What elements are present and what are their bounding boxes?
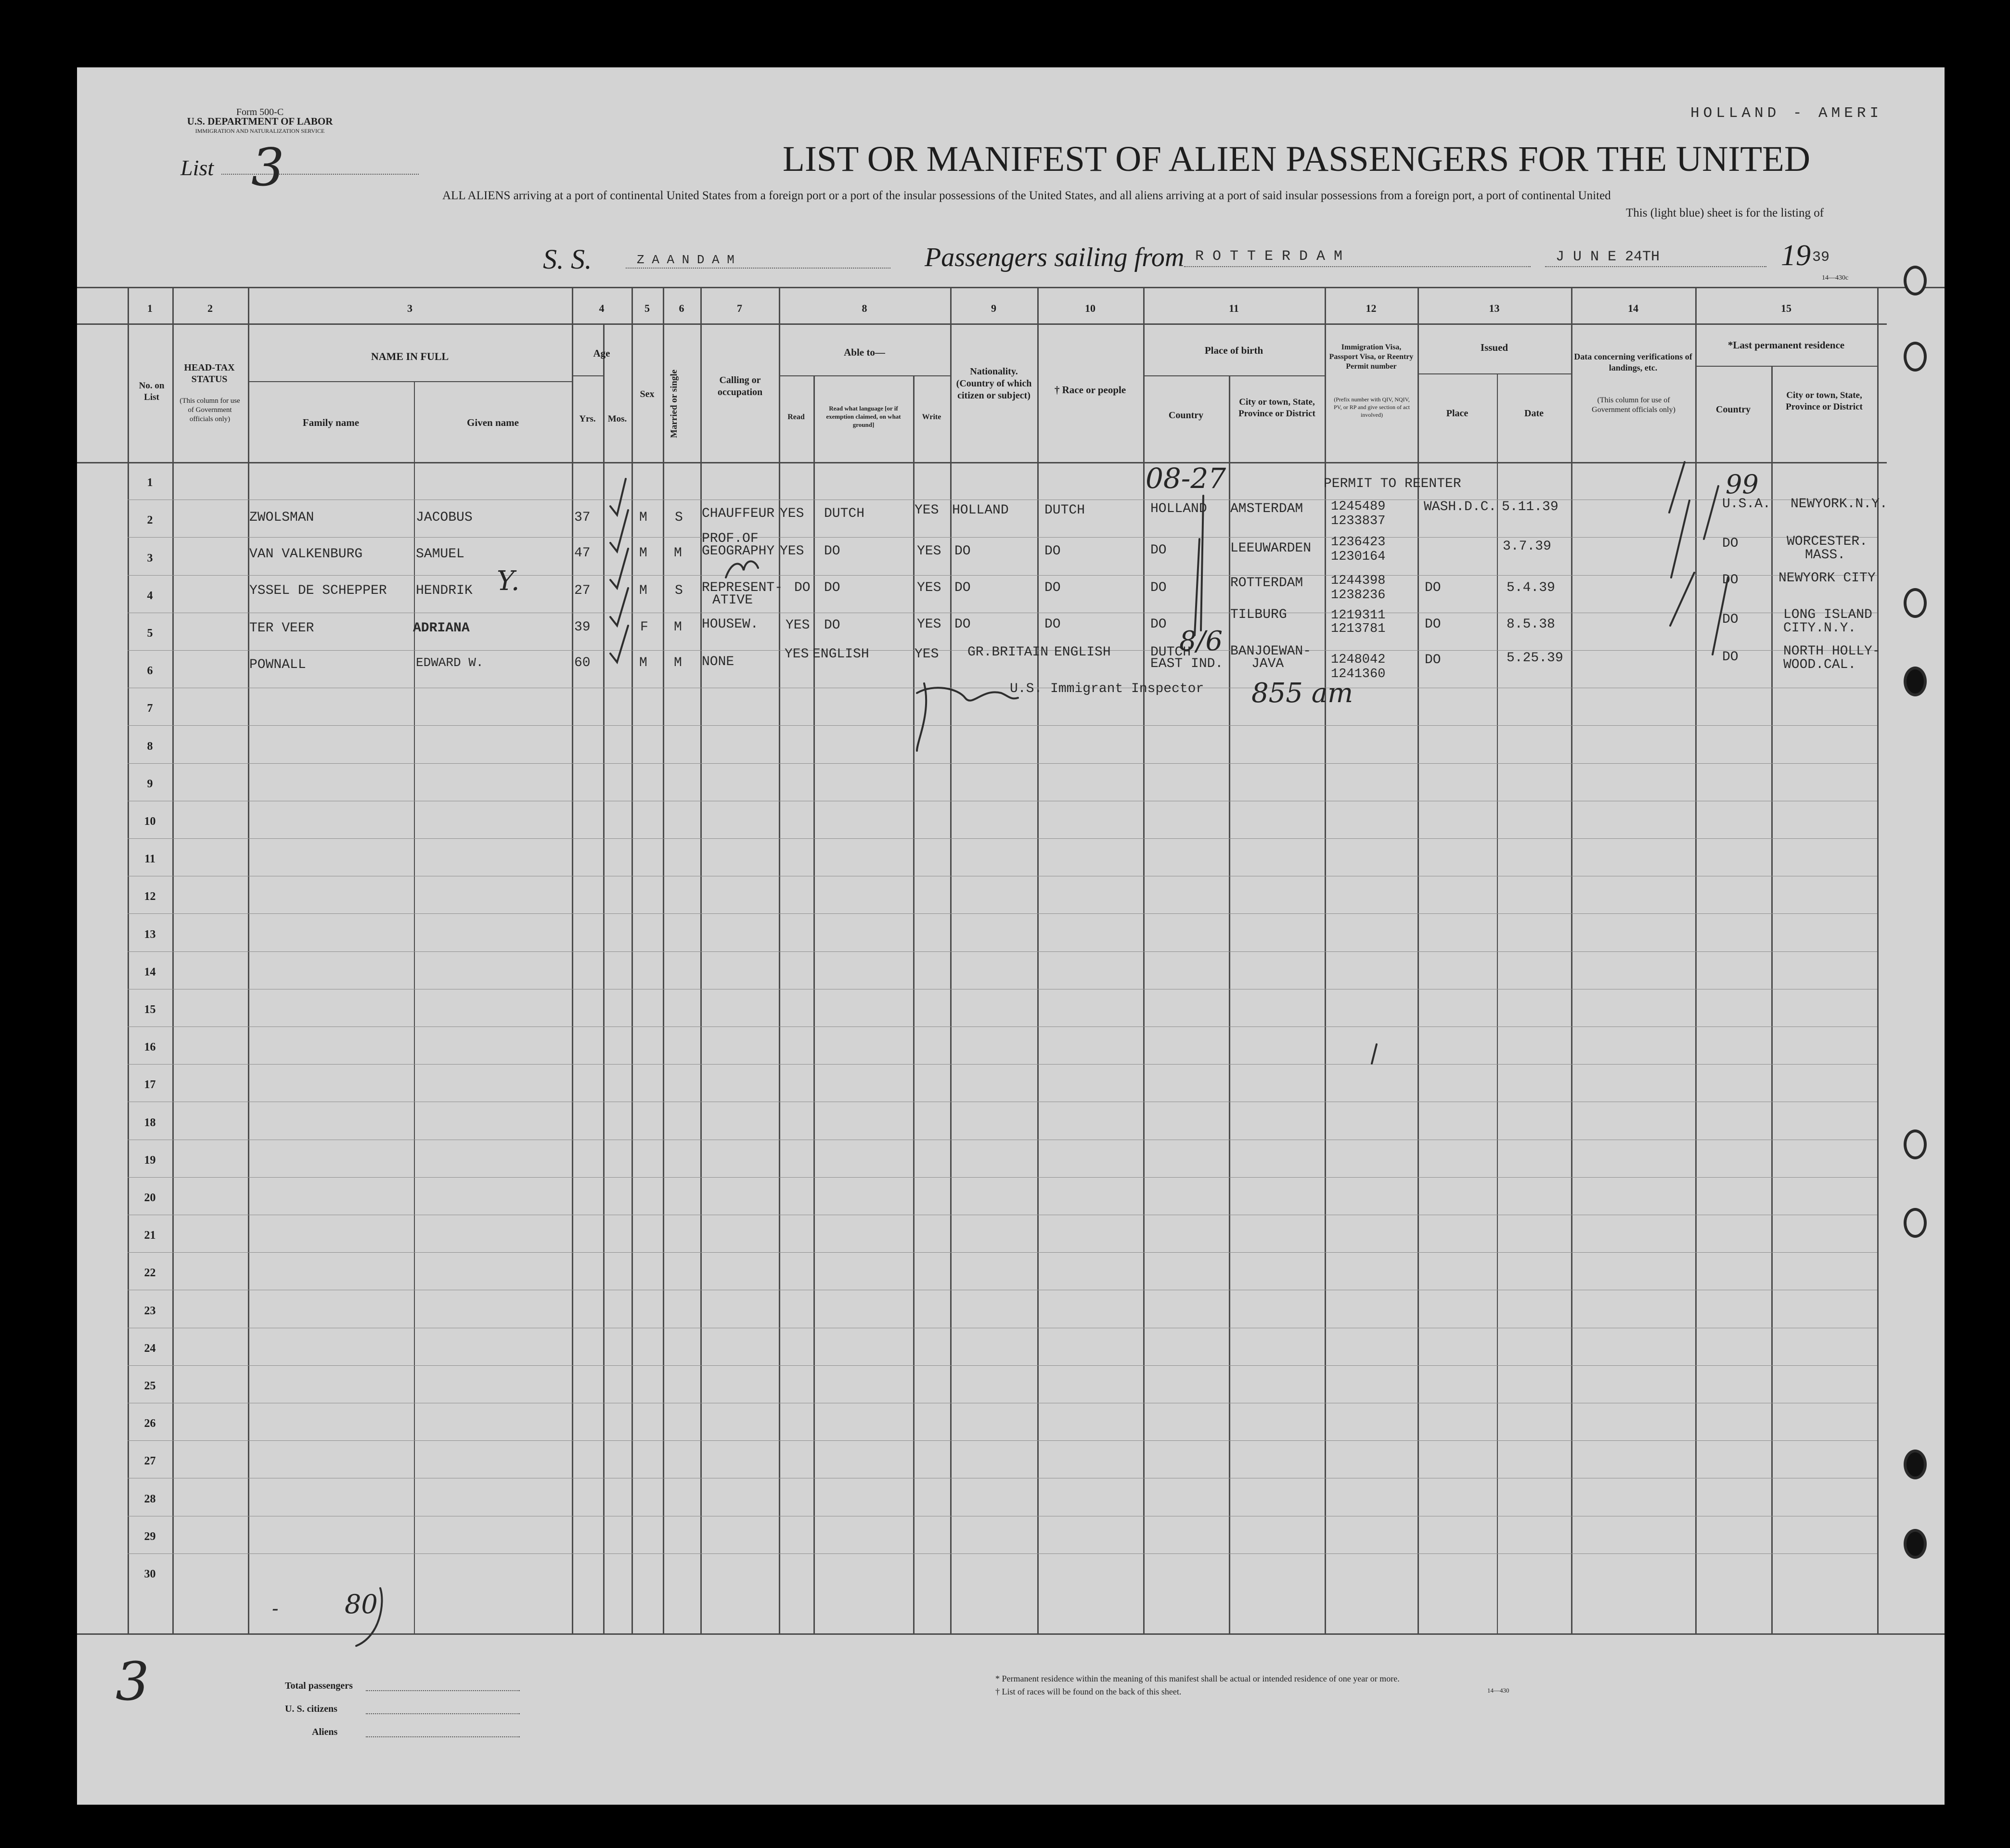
- age-years: 27: [574, 583, 591, 598]
- row-number: 11: [144, 853, 155, 865]
- total-passengers-line: [366, 1690, 520, 1691]
- header-family-name: Family name: [302, 417, 360, 428]
- binder-hole: [1904, 266, 1927, 295]
- row-number: 26: [144, 1417, 156, 1430]
- nationality: DO: [954, 544, 971, 559]
- nationality: DO: [954, 617, 971, 632]
- given-name: JACOBUS: [416, 510, 473, 525]
- family-name: YSSEL DE SCHEPPER: [249, 583, 387, 598]
- handwritten-816: 8/6: [1179, 626, 1223, 657]
- residence-city: LONG ISLAND: [1783, 607, 1872, 622]
- colnum-7: 7: [737, 302, 742, 314]
- occupation: REPRESENT-: [702, 580, 783, 595]
- race: DUTCH: [1044, 503, 1085, 518]
- read-language: DO: [824, 580, 840, 595]
- visa-number-2: 1238236: [1331, 588, 1386, 603]
- residence-city-line-2: WOOD.CAL.: [1783, 657, 1856, 672]
- birth-city: TILBURG: [1230, 607, 1287, 622]
- row-number: 1: [147, 476, 153, 489]
- header-calling: Calling or occupation: [717, 375, 763, 398]
- visa-number-2: 1230164: [1331, 550, 1386, 564]
- issued-place: DO: [1425, 580, 1441, 595]
- colnum-14: 14: [1628, 302, 1638, 314]
- birth-country: DO: [1150, 580, 1167, 595]
- colnum-3: 3: [407, 302, 412, 314]
- header-head-tax-note: (This column for use of Government officials only): [180, 397, 240, 423]
- binder-hole: [1904, 1208, 1927, 1238]
- row-number: 14: [144, 966, 156, 978]
- row-number: 16: [144, 1041, 156, 1053]
- ss-label: S. S.: [543, 244, 592, 275]
- sailing-label: Passengers sailing from: [925, 243, 1185, 272]
- visa-number: 1219311: [1331, 608, 1386, 623]
- landing-tick: [1670, 573, 1694, 626]
- sex: M: [639, 583, 647, 598]
- binder-hole: [1904, 588, 1927, 618]
- occupation: PROF.OF: [702, 531, 759, 546]
- aliens-line: [366, 1736, 520, 1737]
- issued-date: 3.7.39: [1503, 539, 1551, 554]
- header-issued-date: Date: [1524, 408, 1544, 419]
- sailing-date: J U N E 24TH: [1556, 249, 1660, 265]
- birth-bracket: [1201, 496, 1203, 630]
- residence-country: DO: [1722, 573, 1739, 588]
- family-name: VAN VALKENBURG: [249, 547, 363, 562]
- year-suffix: 39: [1812, 249, 1830, 266]
- line-name: HOLLAND - AMERI: [1690, 105, 1883, 122]
- row-number: 29: [144, 1530, 156, 1543]
- occupation-tick: [726, 561, 758, 578]
- can-write: YES: [917, 617, 941, 632]
- signature: [917, 683, 1018, 751]
- arrival-time: 855 am: [1251, 678, 1353, 709]
- birth-city: AMSTERDAM: [1230, 501, 1303, 516]
- header-name-in-full: NAME IN FULL: [371, 350, 449, 362]
- race: DO: [1044, 580, 1061, 595]
- birth-country: HOLLAND: [1150, 501, 1207, 516]
- binder-hole: [1904, 1529, 1927, 1559]
- binder-hole: [1904, 342, 1927, 372]
- row-number: 4: [147, 590, 153, 602]
- colnum-13: 13: [1489, 302, 1500, 314]
- race: ENGLISH: [1054, 645, 1111, 660]
- can-read: YES: [780, 506, 804, 521]
- colnum-8: 8: [862, 302, 867, 314]
- given-name: SAMUEL: [416, 547, 464, 562]
- header-issued-place: Place: [1446, 408, 1469, 419]
- list-number: 3: [251, 138, 284, 198]
- age-years: 39: [574, 620, 591, 635]
- birth-bracket: [1195, 539, 1199, 635]
- issued-date: 8.5.38: [1507, 617, 1555, 632]
- can-write: YES: [915, 647, 939, 662]
- header-write: Write: [922, 413, 941, 421]
- header-res-city: City or town, State, Province or District: [1786, 390, 1863, 412]
- colnum-6: 6: [679, 302, 684, 314]
- landing-tick: [1704, 486, 1718, 539]
- visa-number: 1236423: [1331, 535, 1386, 550]
- header-res-country: Country: [1715, 404, 1751, 415]
- inspector-note: U.S. Immigrant Inspector: [1010, 681, 1204, 696]
- issued-place: DO: [1425, 617, 1441, 632]
- residence-city: NORTH HOLLY-: [1783, 644, 1881, 659]
- visa-number: 1244398: [1331, 574, 1386, 588]
- issued-place: WASH.D.C.: [1424, 500, 1497, 514]
- row-number: 22: [144, 1267, 156, 1279]
- header-head-tax: HEAD-TAX STATUS: [184, 362, 235, 385]
- header-read: Read: [787, 413, 805, 421]
- birth-city: LEEUWARDEN: [1230, 541, 1312, 556]
- landing-tick: [1713, 578, 1728, 654]
- can-write: YES: [917, 544, 941, 559]
- occupation: HOUSEW.: [702, 617, 759, 632]
- read-language: DO: [824, 544, 840, 559]
- form-code: 14—430c: [1822, 274, 1849, 282]
- residence-city: WORCESTER.: [1787, 534, 1868, 549]
- sex: F: [640, 620, 648, 635]
- manifest-title: LIST OR MANIFEST OF ALIEN PASSENGERS FOR THE UNITED: [783, 139, 1811, 179]
- colnum-5: 5: [644, 302, 650, 314]
- age-years: 60: [574, 655, 591, 670]
- header-able-to: Able to—: [844, 346, 885, 358]
- check-mark: [610, 510, 628, 552]
- issued-date: 5.11.39: [1502, 500, 1559, 514]
- header-last-residence: *Last permanent residence: [1727, 339, 1845, 351]
- row-number: 15: [144, 1003, 156, 1016]
- handwritten-99: 99: [1726, 469, 1759, 500]
- issued-date: 5.25.39: [1507, 651, 1563, 666]
- row-number: 18: [144, 1116, 156, 1129]
- residence-country: U.S.A.: [1722, 497, 1771, 512]
- given-name: ADRIANA: [413, 621, 470, 636]
- residence-country: DO: [1722, 650, 1739, 665]
- total-tick: [356, 1588, 382, 1646]
- row-number: 30: [144, 1568, 156, 1580]
- check-mark: [610, 626, 628, 662]
- aliens-label: Aliens: [312, 1727, 338, 1737]
- colnum-11: 11: [1229, 302, 1239, 314]
- header-visa: Immigration Visa, Passport Visa, or Reentry Permit number: [1329, 343, 1414, 371]
- marital-status: M: [674, 620, 682, 635]
- row-number: 2: [147, 514, 153, 526]
- row-number: 8: [147, 740, 153, 753]
- birth-city-line-2: JAVA: [1251, 656, 1284, 671]
- occupation: NONE: [702, 654, 734, 669]
- sex: M: [639, 546, 647, 561]
- family-name: TER VEER: [249, 621, 314, 636]
- nationality: GR.BRITAIN: [967, 645, 1049, 660]
- header-issued: Issued: [1480, 342, 1508, 353]
- marital-status: S: [675, 510, 683, 525]
- total-passengers-label: Total passengers: [285, 1681, 353, 1691]
- row-number: 9: [147, 778, 153, 790]
- footnote-residence: * Permanent residence within the meaning of this manifest shall be actual or intended residence of one year or more.: [995, 1674, 1400, 1683]
- can-read: YES: [786, 618, 810, 633]
- age-years: 37: [574, 510, 591, 525]
- residence-city: NEWYORK.N.Y.: [1791, 497, 1888, 512]
- issued-place: DO: [1425, 653, 1441, 667]
- handwritten-3: 3: [116, 1651, 149, 1712]
- visa-number: 1245489: [1331, 500, 1386, 514]
- colnum-9: 9: [991, 302, 996, 314]
- manifest-subtitle-2: This (light blue) sheet is for the listing of: [1626, 206, 1824, 219]
- row-number: 25: [144, 1380, 156, 1392]
- race: DO: [1044, 544, 1061, 559]
- can-read: YES: [780, 544, 804, 559]
- year-prefix: 19: [1781, 239, 1811, 272]
- header-married: Married or single: [669, 369, 679, 438]
- handwritten-80: 80: [345, 1589, 378, 1619]
- birth-country: DUTCH: [1150, 645, 1191, 660]
- row-number: 24: [144, 1342, 156, 1355]
- header-no-on-list: No. on List: [139, 381, 165, 402]
- handwritten-initial: Y.: [497, 565, 520, 597]
- occupation-line-2: GEOGRAPHY: [702, 544, 775, 559]
- birth-country-line-2: EAST IND.: [1150, 656, 1224, 671]
- colnum-10: 10: [1085, 302, 1095, 314]
- row-number: 5: [147, 627, 153, 640]
- departure-port: R O T T E R D A M: [1195, 248, 1343, 265]
- header-mos: Mos.: [607, 414, 627, 424]
- visa-number-2: 1213781: [1331, 622, 1386, 636]
- colnum-15: 15: [1781, 302, 1791, 314]
- visa-number: 1248042: [1331, 653, 1386, 667]
- landing-tick: [1669, 462, 1685, 513]
- row-number: 13: [144, 928, 156, 941]
- header-landing-note: (This column for use of Government officials only): [1592, 396, 1675, 414]
- header-sex: Sex: [640, 389, 655, 399]
- header-visa-note: (Prefix number with QIV, NQIV, PV, or RP and give section of act involved): [1334, 396, 1410, 418]
- ship-name: Z A A N D A M: [637, 253, 734, 267]
- footnote-races: † List of races will be found on the back of this sheet.: [995, 1687, 1182, 1696]
- header-age: Age: [593, 347, 610, 359]
- occupation: CHAUFFEUR: [702, 506, 775, 521]
- age-years: 47: [574, 546, 591, 561]
- us-citizens-line: [366, 1713, 520, 1714]
- race: DO: [1044, 617, 1061, 632]
- row-number: 6: [147, 665, 153, 677]
- department-name: U.S. DEPARTMENT OF LABOR: [187, 116, 333, 127]
- header-birth-country: Country: [1168, 410, 1204, 421]
- can-write: YES: [915, 503, 939, 518]
- sex: M: [639, 510, 647, 525]
- visa-number-2: 1241360: [1331, 667, 1386, 681]
- read-language: ENGLISH: [812, 647, 869, 662]
- stray-mark: [1372, 1044, 1377, 1064]
- occupation-line-2: ATIVE: [712, 593, 753, 608]
- family-name: ZWOLSMAN: [249, 510, 314, 525]
- handwritten-dash: -: [272, 1598, 279, 1620]
- row-number: 23: [144, 1305, 156, 1317]
- marital-status: M: [674, 655, 682, 670]
- sex: M: [639, 655, 647, 670]
- can-read: DO: [794, 580, 811, 595]
- nationality: DO: [954, 580, 971, 595]
- form-number: Form 500-C: [236, 107, 284, 117]
- birth-city: ROTTERDAM: [1230, 576, 1303, 590]
- row-number: 20: [144, 1192, 156, 1204]
- issued-date: 5.4.39: [1507, 580, 1555, 595]
- row-number: 3: [147, 552, 153, 565]
- header-birth-city: City or town, State, Province or District: [1238, 397, 1315, 419]
- landing-tick: [1671, 500, 1689, 578]
- visa-number-2: 1233837: [1331, 514, 1386, 528]
- row-number: 19: [144, 1154, 156, 1167]
- check-mark: [610, 549, 628, 588]
- header-place-of-birth: Place of birth: [1204, 345, 1263, 356]
- residence-country: DO: [1722, 612, 1739, 627]
- header-landing-data: Data concerning verifications of landings, etc.: [1574, 352, 1692, 372]
- can-read: YES: [785, 647, 809, 662]
- colnum-2: 2: [207, 302, 213, 314]
- colnum-12: 12: [1366, 302, 1377, 314]
- list-label: List: [180, 155, 214, 180]
- header-given-name: Given name: [467, 417, 519, 428]
- family-name: POWNALL: [249, 657, 306, 672]
- marital-status: S: [675, 583, 683, 598]
- us-citizens-label: U. S. citizens: [285, 1704, 337, 1714]
- residence-city-line-2: CITY.N.Y.: [1783, 621, 1856, 636]
- read-language: DUTCH: [824, 506, 865, 521]
- row-number: 7: [147, 702, 153, 715]
- row-number: 10: [144, 815, 156, 828]
- nationality: HOLLAND: [952, 503, 1009, 518]
- header-race: † Race or people: [1054, 384, 1126, 396]
- manifest-subtitle: ALL ALIENS arriving at a port of continental United States from a foreign port or a port of the insular possessions of the United States, and all aliens arriving at a port of said insular possessions from a foreign port, a port of continental United: [442, 189, 1611, 202]
- binder-hole: [1904, 1450, 1927, 1479]
- check-mark: [610, 479, 626, 515]
- handwritten-0827: 08-27: [1146, 462, 1226, 495]
- colnum-1: 1: [147, 302, 153, 314]
- birth-city: BANJOEWAN-: [1230, 644, 1312, 659]
- residence-city-line-2: MASS.: [1805, 548, 1846, 563]
- read-language: DO: [824, 618, 840, 633]
- birth-country: DO: [1150, 617, 1167, 632]
- row-number: 28: [144, 1493, 156, 1505]
- footer-code: 14—430: [1487, 1687, 1509, 1694]
- header-yrs: Yrs.: [579, 414, 596, 424]
- binder-hole: [1904, 667, 1927, 696]
- row-number: 21: [144, 1229, 156, 1242]
- permit-note: PERMIT TO REENTER: [1324, 476, 1461, 491]
- birth-country: DO: [1150, 543, 1167, 558]
- header-nationality: Nationality. (Country of which citizen or subject): [956, 366, 1032, 401]
- binder-hole: [1904, 1129, 1927, 1159]
- row-number: 12: [144, 890, 156, 903]
- check-mark: [610, 588, 628, 626]
- given-name: EDWARD W.: [416, 655, 484, 670]
- given-name: HENDRIK: [416, 583, 473, 598]
- residence-city: NEWYORK CITY: [1778, 571, 1876, 586]
- can-write: YES: [917, 580, 941, 595]
- row-number: 27: [144, 1455, 156, 1467]
- residence-country: DO: [1722, 536, 1739, 551]
- service-name: IMMIGRATION AND NATURALIZATION SERVICE: [195, 128, 325, 134]
- marital-status: M: [674, 546, 682, 561]
- row-number: 17: [144, 1078, 156, 1091]
- header-read-language: Read what language [or if exemption claimed, on what ground]: [826, 405, 901, 428]
- colnum-4: 4: [599, 302, 605, 314]
